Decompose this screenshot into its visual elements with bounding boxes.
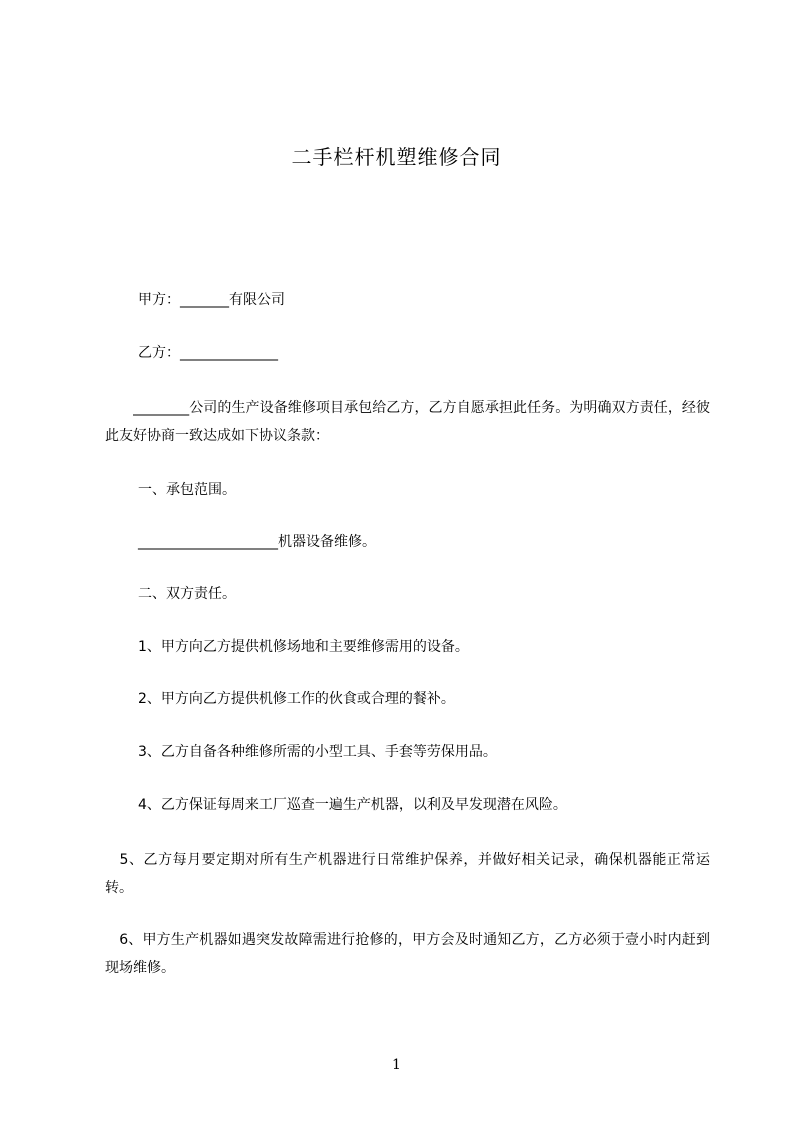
clause-1: 1、甲方向乙方提供机修场地和主要维修需用的设备。 [138, 639, 469, 655]
clause-4: 4、乙方保证每周来工厂巡查一遍生产机器，以利及早发现潜在风险。 [138, 797, 567, 813]
clause-3: 3、乙方自备各种维修所需的小型工具、手套等劳保用品。 [138, 744, 497, 760]
section-2-heading: 二、双方责任。 [138, 586, 236, 602]
section-1-heading: 一、承包范围。 [138, 482, 236, 498]
section-1-body: ____________________机器设备维修。 [138, 534, 376, 550]
document-title: 二手栏杆机塑维修合同 [291, 145, 502, 169]
party-b-line: 乙方：______________ [138, 345, 278, 361]
clause-2: 2、甲方向乙方提供机修工作的伙食或合理的餐补。 [138, 691, 455, 707]
clause-5: 5、乙方每月要定期对所有生产机器进行日常维护保养，并做好相关记录，确保机器能正常运转。 [105, 852, 710, 896]
intro-paragraph: ________公司的生产设备维修项目承包给乙方，乙方自愿承担此任务。为明确双方责任，经彼此友好协商一致达成如下协议条款： [105, 400, 710, 444]
clause-6: 6、甲方生产机器如遇突发故障需进行抢修的，甲方会及时通知乙方，乙方必须于壹小时内赶到现场维修。 [105, 932, 710, 976]
party-a-line: 甲方：_______有限公司 [138, 292, 285, 308]
page-number: 1 [392, 1057, 401, 1073]
